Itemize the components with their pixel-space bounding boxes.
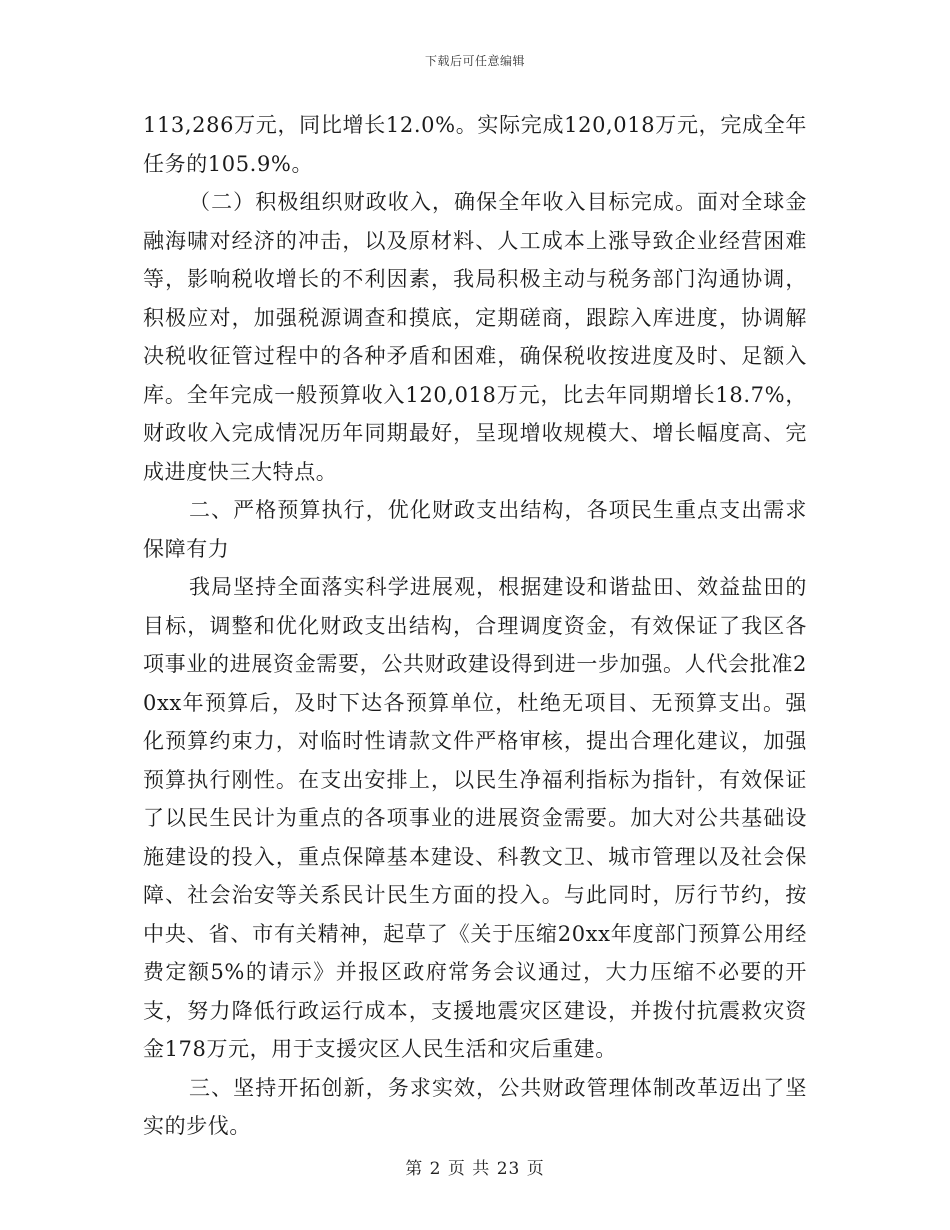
page-header: 下载后可任意编辑 [424,54,525,68]
document-body [143,106,807,1146]
paragraph-revenue-collection: （二）积极组织财政收入，确保全年收入目标完成。面对全球金融海啸对经济的冲击，以及原材料、人工成本上涨导致企业经营困难等，影响税收增长的不利因素，我局积极主动与税务部门沟通协调，积极应对，加强税源调查和摸底，定期磋商，跟踪入库进度，协调解决税收征管过程中的各种矛盾和困难，确保税收按进度及时、足额入库。全年完成一般预算收入120,018万元，比去年同期增长18.7%，财政收入完成情况历年同期最好，呈现增收规模大、增长幅度高、完成进度快三大特点。 [143,190,807,484]
section-heading-reform: 三、坚持开拓创新，务求实效，公共财政管理体制改革迈出了坚实的步伐。 [143,1075,807,1138]
section-heading-budget-execution: 二、严格预算执行，优化财政支出结构，各项民生重点支出需求保障有力 [143,498,807,561]
paragraph-revenue-summary: 113,286万元，同比增长12.0%。实际完成120,018万元，完成全年任务的105.9%。 [143,113,807,176]
paragraph-budget-execution: 我局坚持全面落实科学进展观，根据建设和谐盐田、效益盐田的目标，调整和优化财政支出结构，合理调度资金，有效保证了我区各项事业的进展资金需要，公共财政建设得到进一步加强。人代会批准20xx年预算后，及时下达各预算单位，杜绝无项目、无预算支出。强化预算约束力，对临时性请款文件严格审核，提出合理化建议，加强预算执行刚性。在支出安排上，以民生净福利指标为指针，有效保证了以民生民计为重点的各项事业的进展资金需要。加大对公共基础设施建设的投入，重点保障基本建设、科教文卫、城市管理以及社会保障、社会治安等关系民计民生方面的投入。与此同时，厉行节约，按中央、省、市有关精神，起草了《关于压缩20xx年度部门预算公用经费定额5%的请示》并报区政府常务会议通过，大力压缩不必要的开支，努力降低行政运行成本，支援地震灾区建设，并拨付抗震救灾资金178万元，用于支援灾区人民生活和灾后重建。 [143,575,807,1061]
page-number: 第 2 页 共 23 页 [405,1159,545,1179]
